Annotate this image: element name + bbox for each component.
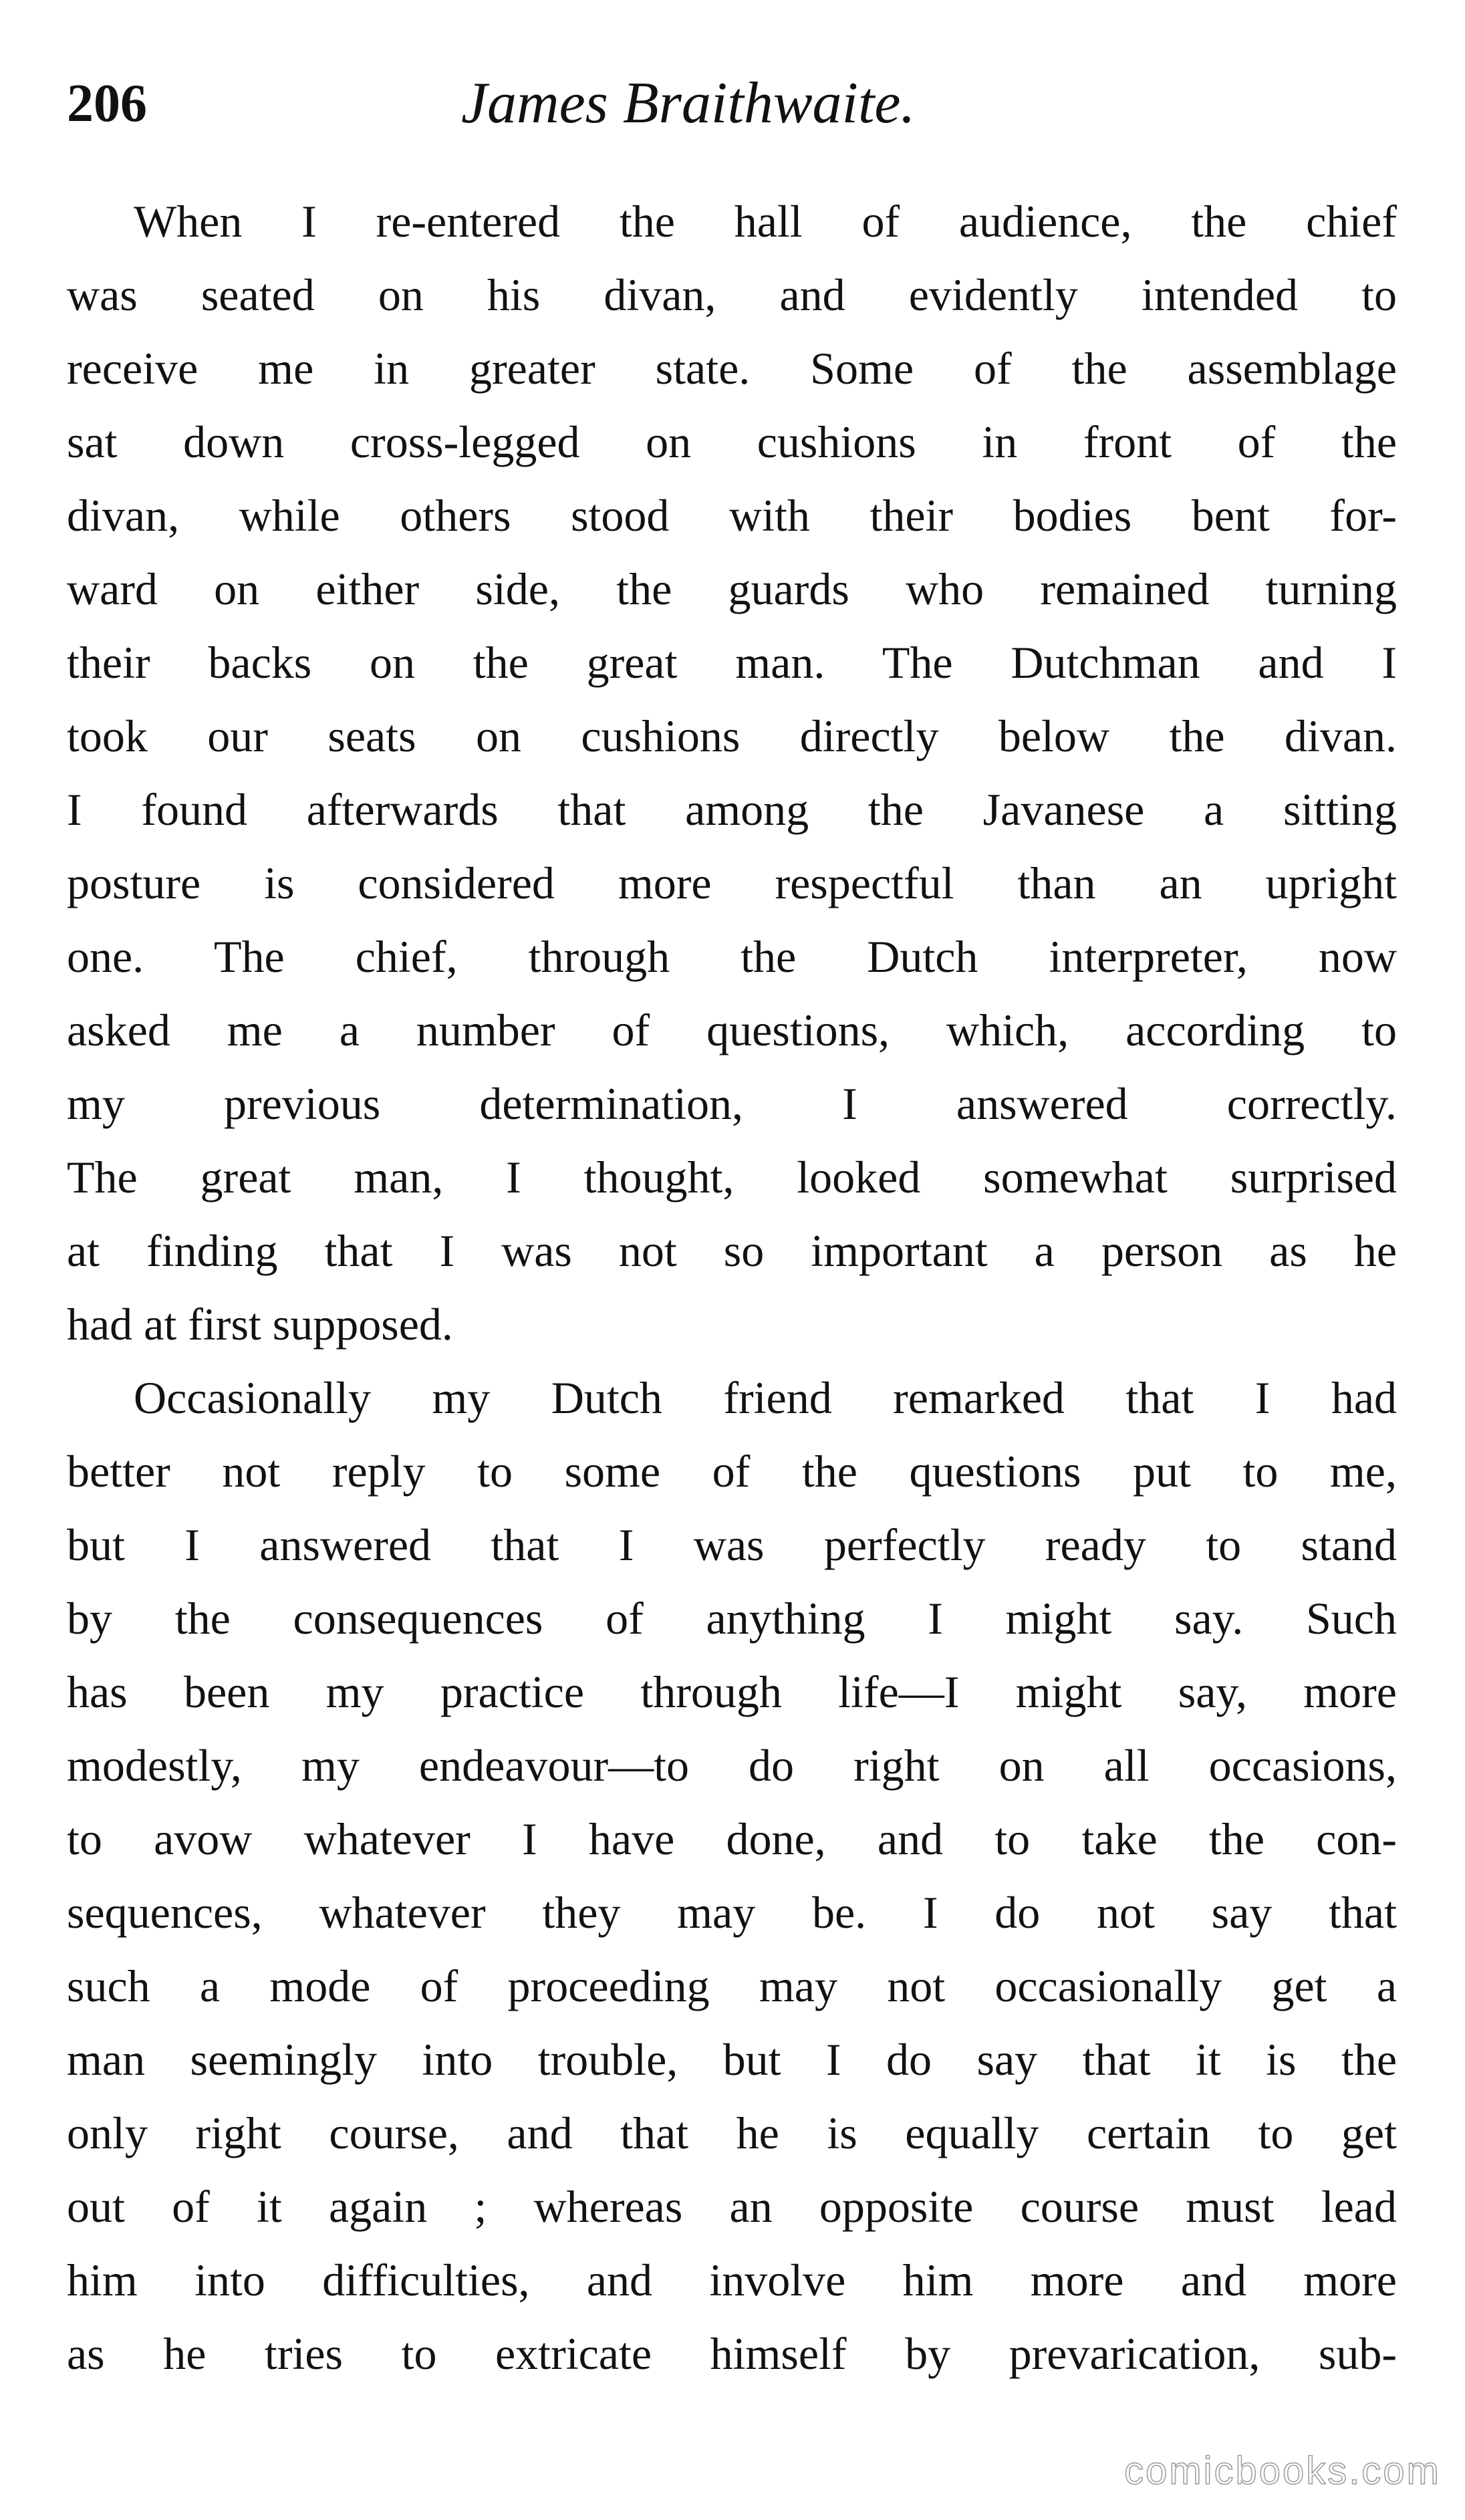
text-line: divan, while others stood with their bodies bent for- — [67, 490, 1397, 541]
text-line: I found afterwards that among the Javanese a sitting — [67, 784, 1397, 835]
watermark: comicbooks.com — [1124, 2449, 1441, 2493]
text-line: modestly, my endeavour—to do right on all occasions, — [67, 1740, 1397, 1791]
text-line: him into difficulties, and involve him more and more — [67, 2255, 1397, 2305]
text-line: Occasionally my Dutch friend remarked that I had — [134, 1372, 1397, 1423]
text-line: such a mode of proceeding may not occasionally get a — [67, 1961, 1397, 2011]
page-number: 206 — [67, 74, 147, 133]
text-line: but I answered that I was perfectly ready to stand — [67, 1519, 1397, 1570]
text-line: ward on either side, the guards who remained turning — [67, 563, 1397, 614]
paragraph-1 — [67, 184, 1397, 1361]
text-line: to avow whatever I have done, and to take the con- — [67, 1813, 1397, 1864]
text-line: sequences, whatever they may be. I do not say that — [67, 1887, 1397, 1938]
text-line: by the consequences of anything I might say. Such — [67, 1593, 1397, 1644]
text-line: better not reply to some of the questions put to me, — [67, 1446, 1397, 1497]
text-line: posture is considered more respectful than an upright — [67, 858, 1397, 908]
text-line: their backs on the great man. The Dutchman and I — [67, 637, 1397, 688]
text-line: out of it again ; whereas an opposite course must lead — [67, 2181, 1397, 2232]
text-line: has been my practice through life—I might say, more — [67, 1666, 1397, 1717]
body-text — [67, 184, 1397, 2390]
text-line: had at first supposed. — [67, 1299, 453, 1350]
text-line: was seated on his divan, and evidently intended to — [67, 269, 1397, 320]
text-line: one. The chief, through the Dutch interpreter, now — [67, 931, 1397, 982]
text-line: at finding that I was not so important a person as he — [67, 1225, 1397, 1276]
text-line: man seemingly into trouble, but I do say that it is the — [67, 2034, 1397, 2085]
text-line: my previous determination, I answered correctly. — [67, 1078, 1397, 1129]
running-title: James Braithwaite. — [461, 71, 916, 136]
text-line: took our seats on cushions directly below the divan. — [67, 711, 1397, 761]
text-line: only right course, and that he is equally certain to get — [67, 2108, 1397, 2158]
text-line: asked me a number of questions, which, according to — [67, 1005, 1397, 1055]
text-line: as he tries to extricate himself by prevarication, sub- — [67, 2328, 1397, 2379]
text-line: receive me in greater state. Some of the assemblage — [67, 343, 1397, 394]
text-line: When I re-entered the hall of audience, the chief — [134, 196, 1397, 247]
paragraph-2 — [67, 1361, 1397, 2390]
page-header — [67, 64, 1404, 144]
text-line: The great man, I thought, looked somewhat surprised — [67, 1152, 1397, 1203]
text-line: sat down cross-legged on cushions in front of the — [67, 416, 1397, 467]
